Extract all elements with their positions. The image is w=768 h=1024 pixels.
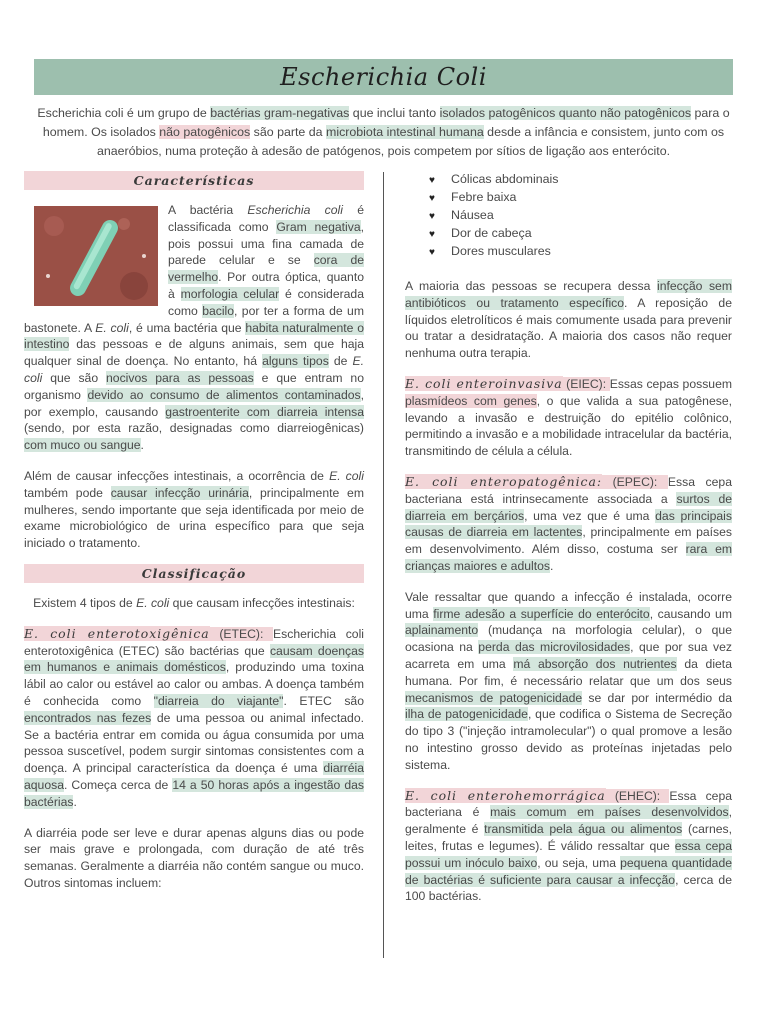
etec-title: E. coli enterotoxigênica	[24, 625, 210, 641]
list-item: ♥ Náusea	[429, 206, 732, 224]
etec-paragraph: E. coli enterotoxigênica (ETEC): Escherichia coli enterotoxigênica (ETEC) são bactérias que causam doenças em humanos e animais domésticos, produzindo uma toxina lábil ao calor ou estável ao calor ou ambas. A doença também é conhecida como "diarreia do viajante". ETEC são encontrados nas fezes de uma pessoa ou animal infectado. Se a bactéria entrar em comida ou água consumida por uma pessoa suscetível, podem surgir sintomas consistentes com a doença. A principal característica da doença é uma diarréia aquosa. Começa cerca de 14 a 50 horas após a ingestão das bactérias.	[24, 625, 365, 809]
heart-bullet-icon: ♥	[429, 211, 435, 222]
eiec-title: E. coli enteroinvasiva	[405, 375, 563, 391]
recovery-paragraph: A maioria das pessoas se recupera dessa infecção sem antibióticos ou tratamento específico. A reposição de líquidos eletrolíticos é mais comumente usada para prevenir ou tratar a desidratação. A maioria dos casos não requer nenhuma outra terapia.	[405, 279, 732, 361]
left-column	[24, 171, 364, 892]
list-item: ♥ Dores musculares	[429, 242, 732, 260]
heading-classificacao: Classificação	[24, 564, 364, 583]
heart-bullet-icon: ♥	[429, 229, 435, 240]
ehec-paragraph: E. coli enterohemorrágica (EHEC): Essa cepa bacteriana é mais comum em países desenvolvidos, geralmente é transmitida pela água ou alimentos (carnes, leites, frutas e legumes). É válido ressaltar que essa cepa possui um inóculo baixo, ou seja, uma pequena quantidade de bactérias é suficiente para causar a infecção, cerca de 100 bactérias.	[405, 787, 733, 904]
column-divider	[383, 172, 384, 958]
heading-caracteristicas: Características	[24, 171, 364, 190]
infeccao-paragraph: Vale ressaltar que quando a infecção é instalada, ocorre uma firme adesão a superfície do enterócito, causando um aplainamento (mudança na morfologia celular), o que ocasiona na perda das microvilosidades, que por sua vez acarreta em uma má absorção dos nutrientes da dieta humana. Por fim, é necessário relatar que um dos seus mecanismos de patogenicidade se dar por intermédio da ilha de patogenicidade, que codifica o Sistema de Secreção do tipo 3 ("injeção intramolecular") o qual promove a lesão no intestino grosso devido as proteínas injetadas pelo sistema.	[405, 589, 732, 772]
heart-bullet-icon: ♥	[429, 247, 435, 258]
caracteristicas-paragraph-2: Além de causar infecções intestinais, a ocorrência de E. coli também pode causar infecção urinária, principalmente em mulheres, sendo importante que seja identificada por meio de exame microbiológico de urina específico para que seja iniciado o tratamento.	[24, 468, 364, 551]
title-bar	[34, 59, 733, 95]
eiec-paragraph: E. coli enteroinvasiva (EIEC): Essas cepas possuem plasmídeos com genes, o que valida a sua patogênese, levando a invasão e destruição do epitélio colônico, permitindo a invasão e a mobilidade intracelular da bactéria, transmitindo de célula a célula.	[405, 375, 733, 459]
symptoms-list	[429, 170, 732, 260]
bacterium-image	[34, 206, 158, 306]
diarreia-paragraph: A diarréia pode ser leve e durar apenas alguns dias ou pode ser mais grave e prolongada, com duração de até três semanas. Geralmente a diarréia não contém sangue ou muco. Outros sintomas incluem:	[24, 825, 364, 890]
epec-title: E. coli enteropatogênica:	[405, 473, 603, 489]
list-item: ♥ Cólicas abdominais	[429, 170, 732, 188]
ehec-title: E. coli enterohemorrágica	[405, 787, 606, 803]
page-title: Escherichia Coli	[280, 63, 487, 91]
list-item: ♥ Febre baixa	[429, 188, 732, 206]
caracteristicas-paragraph-1: A bactéria Escherichia coli é classificada como Gram negativa, pois possui uma fina camada de parede celular e se cora de vermelho. Por outra óptica, quanto à morfologia celular é considerada como bacilo, por ter a forma de um bastonete. A E. coli, é uma bactéria que habita naturalmente o intestino das pessoas e de alguns animais, sem que haja qualquer sinal de doença. No entanto, há alguns tipos de E. coli que são nocivos para as pessoas e que entram no organismo devido ao consumo de alimentos contaminados, por exemplo, causando gastroenterite com diarreia intensa (sendo, por esta razão, designadas como diarreiogênicas) com muco ou sangue.	[24, 203, 365, 453]
heart-bullet-icon: ♥	[429, 175, 435, 186]
classificacao-lead: Existem 4 tipos de E. coli que causam infecções intestinais:	[33, 595, 355, 610]
list-item: ♥ Dor de cabeça	[429, 224, 732, 242]
epec-paragraph: E. coli enteropatogênica: (EPEC): Essa cepa bacteriana está intrinsecamente associada a surtos de diarreia em berçários, uma vez que é uma das principais causas de diarreia em lactentes, principalmente em países em desenvolvimento. Além disso, costuma ser rara em crianças maiores e adultos.	[405, 473, 732, 573]
intro-paragraph: Escherichia coli é um grupo de bactérias gram-negativas que inclui tanto isolados patogênicos quanto não patogênicos para o homem. Os isolados não patogênicos são parte da microbiota intestinal humana desde a infância e consistem, junto com os anaeróbios, numa proteção à adesão de patógenos, pois competem por sítios de ligação aos enterócito.	[37, 106, 730, 158]
right-column	[405, 170, 732, 905]
heart-bullet-icon: ♥	[429, 193, 435, 204]
